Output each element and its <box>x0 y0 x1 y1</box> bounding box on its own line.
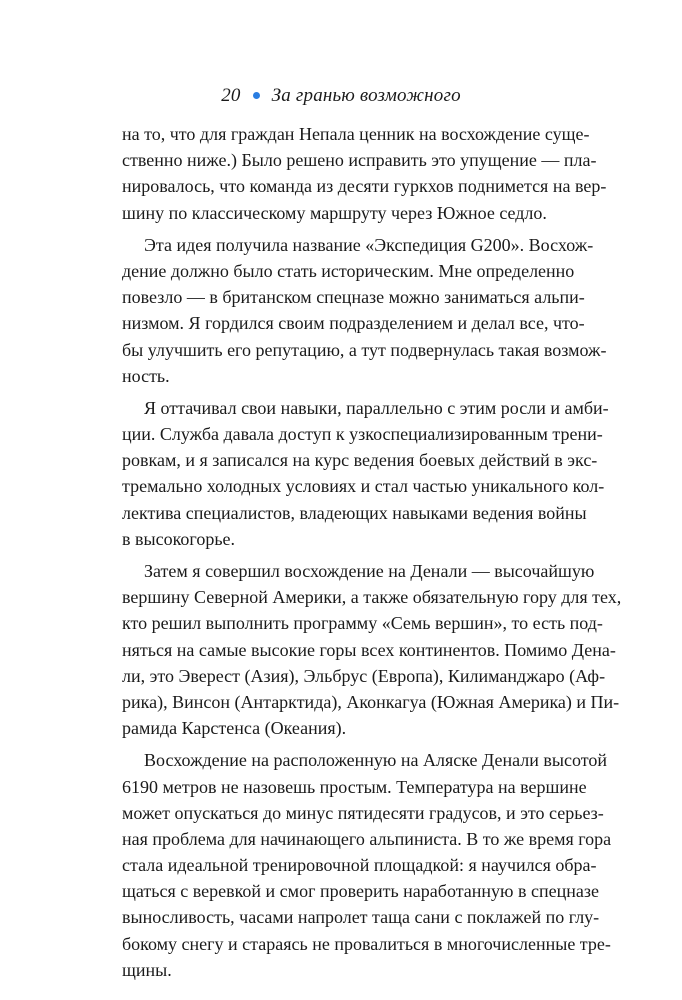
paragraph <box>122 558 622 741</box>
text-line: стала идеальной тренировочной площадкой: я научился обра- <box>122 855 597 876</box>
text-line: 6190 метров не назовешь простым. Температура на вершине <box>122 776 587 797</box>
text-line: вершину Северной Америки, а также обязательную гору для тех, <box>122 587 622 608</box>
text-line: бокому снегу и стараясь не провалиться в многочисленные тре- <box>122 933 611 954</box>
text-line: Восхождение на расположенную на Аляске Денали высотой <box>144 750 607 771</box>
text-line: на то, что для граждан Непала ценник на восхождение суще- <box>122 124 590 144</box>
text-line: ли, это Эверест (Азия), Эльбрус (Европа), Килиманджаро (Аф- <box>122 665 606 686</box>
text-line: няться на самые высокие горы всех континентов. Помимо Дена- <box>122 639 616 660</box>
text-line: в высокогорье. <box>122 528 236 549</box>
text-line: выносливость, часами напролет таща сани с поклажей по глу- <box>122 907 600 928</box>
text-line: шину по классическому маршруту через Южное седло. <box>122 202 547 223</box>
text-line: ровкам, и я записался на курс ведения боевых действий в экс- <box>122 450 598 471</box>
text-line: рика), Винсон (Антарктида), Аконкагуа (Южная Америка) и Пи- <box>122 691 620 712</box>
text-line: тремально холодных условиях и стал частью уникального кол- <box>122 476 605 497</box>
text-line: низмом. Я гордился своим подразделением и делал все, что- <box>122 313 585 334</box>
text-line: Затем я совершил восхождение на Денали — высочайшую <box>144 561 595 581</box>
header-dot-icon <box>253 92 260 99</box>
text-line: нировалось, что команда из десяти гуркхов поднимется на вер- <box>122 176 607 197</box>
text-line: щаться с веревкой и смог проверить наработанную в спецназе <box>122 881 599 902</box>
text-line: повезло — в британском спецназе можно заниматься альпи- <box>122 287 585 308</box>
paragraph <box>122 747 612 983</box>
text-line: щины. <box>122 959 172 980</box>
text-line: дение должно было стать историческим. Мне определенно <box>122 260 575 281</box>
book-title: За гранью возможного <box>271 85 461 106</box>
text-line: лектива специалистов, владеющих навыками ведения войны <box>122 502 587 523</box>
text-line: кто решил выполнить программу «Семь вершин», то есть под- <box>122 613 603 634</box>
paragraph <box>122 232 607 389</box>
paragraph <box>122 395 609 552</box>
body-text <box>122 121 622 983</box>
text-line: ции. Служба давала доступ к узкоспециализированным трени- <box>122 424 603 445</box>
text-line: рамида Карстенса (Океания). <box>122 718 347 739</box>
text-line: может опускаться до минус пятидесяти градусов, и это серьез- <box>122 802 604 823</box>
paragraph <box>122 121 607 226</box>
text-line: Эта идея получила название «Экспедиция G200». Восхож- <box>144 234 594 255</box>
text-line: Я оттачивал свои навыки, параллельно с этим росли и амби- <box>144 397 609 418</box>
text-line: ная проблема для начинающего альпиниста. В то же время гора <box>122 828 612 849</box>
text-line: ственно ниже.) Было решено исправить это упущение — пла- <box>122 150 597 171</box>
page-number: 20 <box>221 85 241 106</box>
text-line: ность. <box>122 365 170 386</box>
running-header <box>0 84 682 108</box>
text-line: бы улучшить его репутацию, а тут подвернулась такая возмож- <box>122 339 607 360</box>
